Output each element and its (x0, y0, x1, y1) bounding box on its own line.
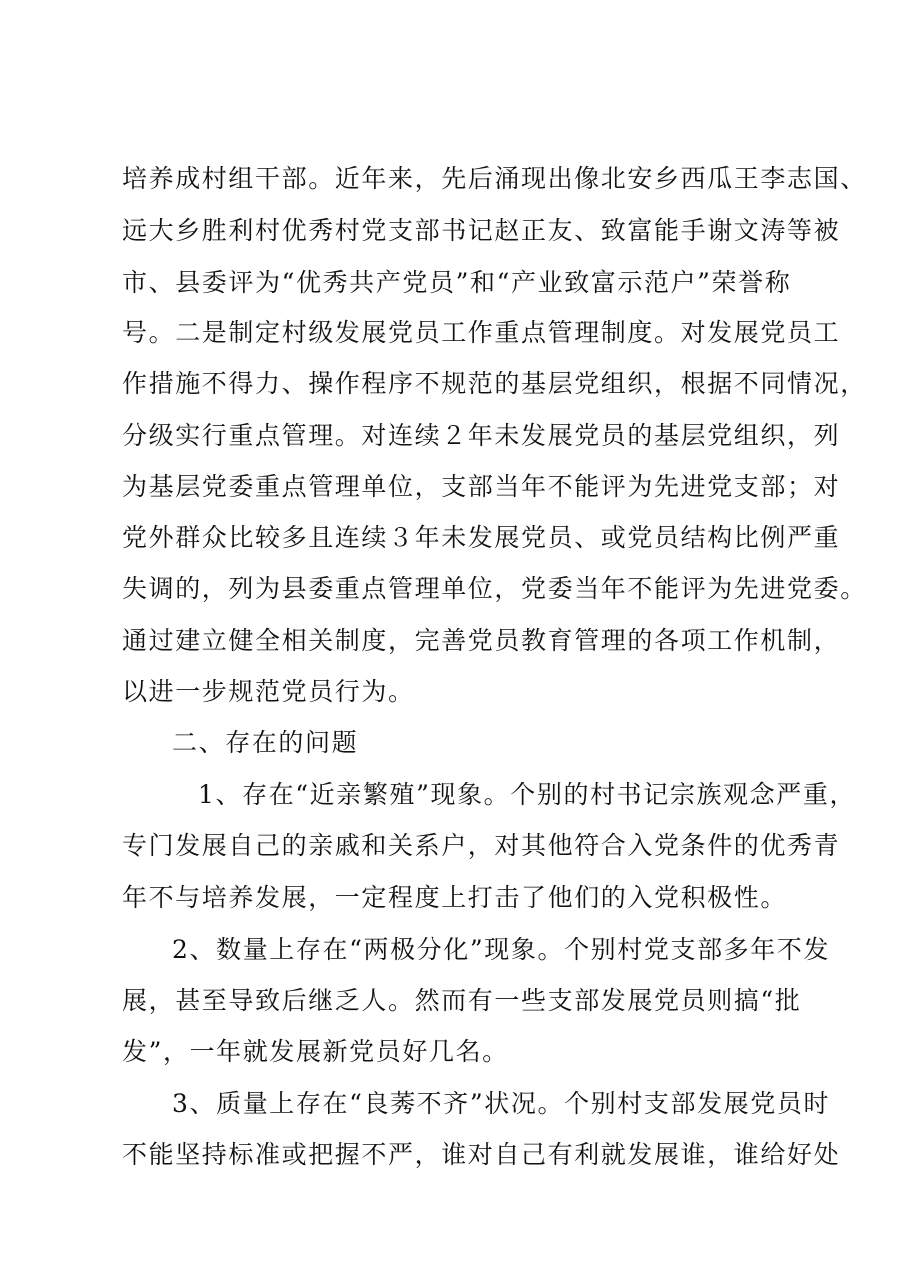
paragraph-line: 通过建立健全相关制度，完善党员教育管理的各项工作机制， (122, 626, 841, 655)
paragraph-line: 培养成村组干部。近年来，先后涌现出像北安乡西瓜王李志国、 (122, 164, 867, 193)
paragraph-line: 党外群众比较多且连续３年未发展党员、或党员结构比例严重 (122, 523, 841, 552)
section-heading: 二、存在的问题 (172, 728, 359, 757)
paragraph-line: 不能坚持标准或把握不严，谁对自己有利就发展谁，谁给好处 (122, 1140, 841, 1169)
paragraph-line: 为基层党委重点管理单位，支部当年不能评为先进党支部；对 (122, 472, 841, 501)
paragraph-line: 失调的，列为县委重点管理单位，党委当年不能评为先进党委。 (122, 574, 867, 603)
paragraph-line: 专门发展自己的亲戚和关系户，对其他符合入党条件的优秀青 (122, 831, 841, 860)
paragraph-line: 发”，一年就发展新党员好几名。 (122, 1037, 509, 1066)
paragraph-line: 分级实行重点管理。对连续２年未发展党员的基层党组织，列 (122, 421, 841, 450)
paragraph-line: 展，甚至导致后继乏人。然而有一些支部发展党员则搞“批 (122, 986, 802, 1015)
paragraph-line: 市、县委评为“优秀共产党员”和“产业致富示范户”荣誉称 (122, 268, 792, 297)
paragraph-line: 1、存在“近亲繁殖”现象。个别的村书记宗族观念严重， (198, 780, 857, 809)
paragraph-line: 以进一步规范党员行为。 (122, 677, 415, 706)
paragraph-line: 2、数量上存在“两极分化”现象。个别村党支部多年不发 (172, 935, 831, 964)
paragraph-line: 远大乡胜利村优秀村党支部书记赵正友、致富能手谢文涛等被 (122, 216, 841, 245)
paragraph-line: 作措施不得力、操作程序不规范的基层党组织，根据不同情况， (122, 369, 867, 398)
paragraph-line: 年不与培养发展，一定程度上打击了他们的入党积极性。 (122, 883, 788, 912)
paragraph-line: 3、质量上存在“良莠不齐”状况。个别村支部发展党员时 (172, 1089, 831, 1118)
paragraph-line: 号。二是制定村级发展党员工作重点管理制度。对发展党员工 (122, 318, 841, 347)
